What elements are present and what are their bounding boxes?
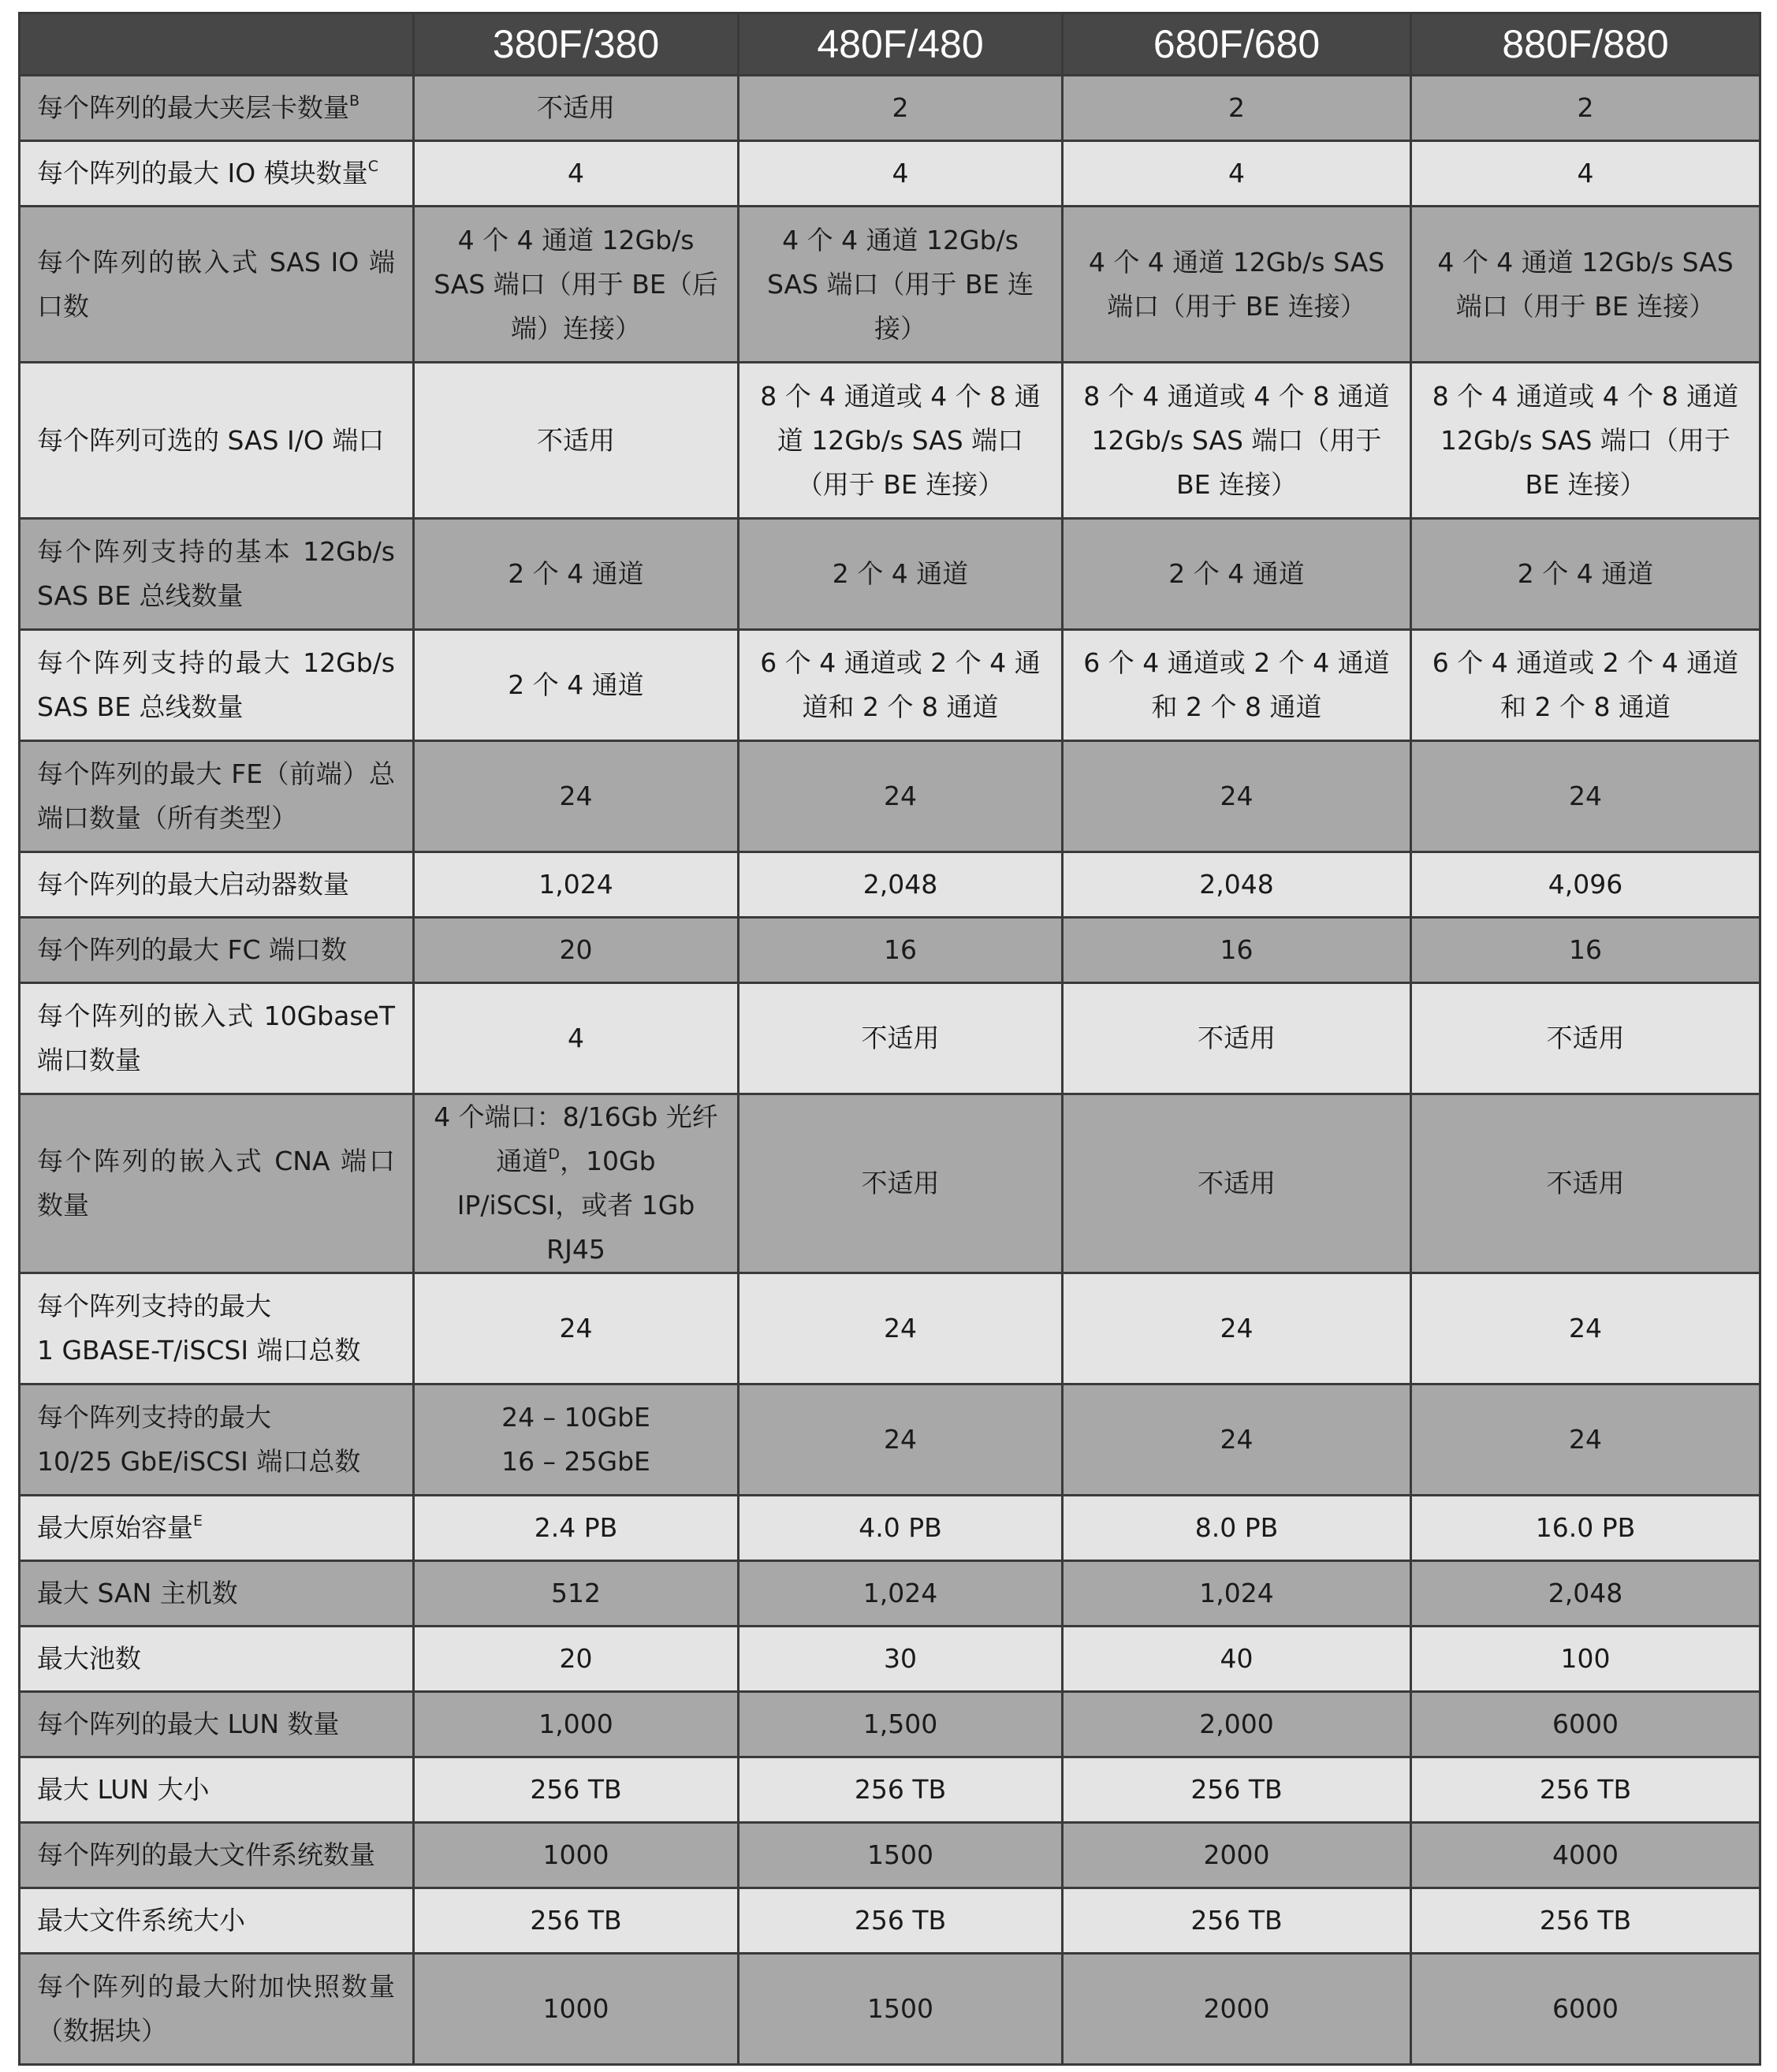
table-row xyxy=(20,1888,1760,1954)
value-cell xyxy=(414,741,739,852)
cell-value: 4,096 xyxy=(1548,869,1623,900)
cell-value: 1500 xyxy=(867,1839,933,1870)
row-label: 每个阵列支持的最大 xyxy=(37,1291,271,1321)
cell-value: 24 xyxy=(1220,1313,1254,1343)
cell-value: 2,048 xyxy=(1199,869,1274,900)
cell-value: 24 xyxy=(1569,1313,1602,1343)
value-cell xyxy=(1411,519,1760,630)
cell-value: 24 xyxy=(1220,781,1254,811)
value-cell xyxy=(739,1094,1063,1273)
cell-value: 1,024 xyxy=(862,1578,938,1608)
value-cell xyxy=(1411,1888,1760,1954)
value-cell xyxy=(1411,1273,1760,1384)
value-cell xyxy=(414,1757,739,1823)
table-row xyxy=(20,1561,1760,1627)
cell-value: 2 xyxy=(1577,92,1594,123)
value-cell xyxy=(414,1888,739,1954)
cell-value: 4 xyxy=(568,158,584,188)
cell-value: 4.0 PB xyxy=(859,1512,942,1543)
cell-value: 4 xyxy=(1228,158,1245,188)
value-cell xyxy=(739,1561,1063,1627)
value-cell xyxy=(739,630,1063,741)
value-cell xyxy=(739,1692,1063,1757)
value-cell xyxy=(1411,1496,1760,1561)
cell-value: 1,024 xyxy=(1199,1578,1274,1608)
header-cell-corner xyxy=(20,13,414,76)
row-label-line2: 1 GBASE-T/iSCSI 端口总数 xyxy=(37,1335,361,1366)
cell-value: 4 个 4 通道 12Gb/s SAS 端口（用于 BE 连接） xyxy=(1437,246,1734,322)
table-row xyxy=(20,207,1760,363)
row-label: 每个阵列的最大 LUN 数量 xyxy=(37,1709,340,1739)
row-label-cell xyxy=(20,519,414,630)
value-cell xyxy=(739,1496,1063,1561)
cell-value: 8 个 4 通道或 4 个 8 通道 12Gb/s SAS 端口（用于 BE 连接） xyxy=(1432,380,1739,500)
value-cell xyxy=(414,519,739,630)
cell-value: 4 个 4 通道 12Gb/s SAS 端口（用于 BE 连接） xyxy=(766,224,1034,344)
row-label: 最大池数 xyxy=(37,1643,141,1674)
value-cell xyxy=(1063,1384,1411,1496)
value-cell xyxy=(414,852,739,918)
value-cell xyxy=(1411,141,1760,207)
value-cell xyxy=(1411,1692,1760,1757)
row-label-cell xyxy=(20,141,414,207)
cell-value: 不适用 xyxy=(861,1168,940,1198)
value-cell xyxy=(1411,363,1760,519)
cell-value: 不适用 xyxy=(1546,1023,1625,1053)
cell-value: 6 个 4 通道或 2 个 4 通道和 2 个 8 通道 xyxy=(760,647,1041,722)
value-cell xyxy=(414,630,739,741)
row-label: 每个阵列支持的最大 12Gb/s SAS BE 总线数量 xyxy=(37,647,395,722)
row-label-cell xyxy=(20,1094,414,1273)
cell-value: 256 TB xyxy=(854,1905,947,1936)
row-label: 每个阵列的最大 FE（前端）总端口数量（所有类型） xyxy=(37,758,395,833)
row-label: 最大 LUN 大小 xyxy=(37,1774,210,1805)
value-cell xyxy=(739,1384,1063,1496)
cell-value-tail: ，10Gb IP/iSCSI，或者 1Gb RJ45 xyxy=(456,1146,695,1265)
row-label: 最大 SAN 主机数 xyxy=(37,1578,238,1608)
value-cell xyxy=(739,1273,1063,1384)
cell-value: 2.4 PB xyxy=(534,1512,618,1543)
cell-value: 16 xyxy=(884,934,917,965)
header-row xyxy=(20,13,1760,76)
row-label-cell xyxy=(20,363,414,519)
value-cell xyxy=(1063,1561,1411,1627)
value-cell xyxy=(1411,983,1760,1094)
value-cell xyxy=(414,76,739,141)
value-cell xyxy=(1063,1954,1411,2065)
row-label-cell xyxy=(20,1496,414,1561)
cell-value: 20 xyxy=(559,1643,593,1674)
value-cell xyxy=(1063,1757,1411,1823)
value-cell xyxy=(739,76,1063,141)
value-cell xyxy=(414,918,739,983)
cell-value-line2: 16 – 25GbE xyxy=(501,1446,650,1477)
row-label-cell xyxy=(20,983,414,1094)
cell-value: 24 xyxy=(884,1313,917,1343)
value-cell xyxy=(1411,207,1760,363)
row-label: 每个阵列的最大 IO 模块数量 xyxy=(37,158,368,188)
cell-value: 30 xyxy=(884,1643,917,1674)
value-cell xyxy=(1063,918,1411,983)
row-label: 每个阵列支持的基本 12Gb/s SAS BE 总线数量 xyxy=(37,536,395,611)
row-label-cell xyxy=(20,1273,414,1384)
value-cell xyxy=(739,207,1063,363)
value-cell xyxy=(1063,363,1411,519)
row-label-cell xyxy=(20,630,414,741)
value-cell xyxy=(739,363,1063,519)
cell-value: 256 TB xyxy=(1539,1905,1632,1936)
cell-value: 256 TB xyxy=(854,1774,947,1805)
value-cell xyxy=(1063,76,1411,141)
cell-value: 24 xyxy=(559,1313,593,1343)
row-label-cell xyxy=(20,1692,414,1757)
cell-value: 20 xyxy=(559,934,593,965)
value-cell xyxy=(1063,1692,1411,1757)
table-header xyxy=(20,13,1760,76)
cell-value: 4000 xyxy=(1552,1839,1619,1870)
cell-value: 不适用 xyxy=(861,1023,940,1053)
row-label-cell xyxy=(20,1823,414,1888)
cell-value: 8 个 4 通道或 4 个 8 通道 12Gb/s SAS 端口（用于 BE 连接） xyxy=(760,380,1041,500)
cell-value: 4 个 4 通道 12Gb/s SAS 端口（用于 BE 连接） xyxy=(1088,246,1385,322)
value-cell xyxy=(414,141,739,207)
header-cell-380: 380F/380 xyxy=(414,13,739,76)
cell-value: 8 个 4 通道或 4 个 8 通道 12Gb/s SAS 端口（用于 BE 连接） xyxy=(1083,380,1390,500)
value-cell xyxy=(1063,1496,1411,1561)
cell-value: 4 个 4 通道 12Gb/s SAS 端口（用于 BE（后端）连接） xyxy=(434,224,718,344)
value-cell xyxy=(739,1627,1063,1692)
header-cell-880: 880F/880 xyxy=(1411,13,1760,76)
value-cell xyxy=(739,1757,1063,1823)
cell-value: 256 TB xyxy=(530,1905,622,1936)
value-cell xyxy=(1411,76,1760,141)
table-body xyxy=(20,76,1760,2065)
cell-value: 不适用 xyxy=(1198,1168,1276,1198)
value-cell xyxy=(739,1888,1063,1954)
value-cell xyxy=(1063,1888,1411,1954)
cell-value: 256 TB xyxy=(530,1774,622,1805)
cell-value: 24 – 10GbE xyxy=(501,1402,650,1433)
cell-value: 16 xyxy=(1220,934,1254,965)
table-row xyxy=(20,1692,1760,1757)
cell-value: 24 xyxy=(1220,1424,1254,1455)
value-cell xyxy=(414,1094,739,1273)
row-label-cell xyxy=(20,1561,414,1627)
table-row xyxy=(20,1757,1760,1823)
value-cell xyxy=(1411,630,1760,741)
cell-value: 2 个 4 通道 xyxy=(508,669,644,700)
row-label: 每个阵列的最大夹层卡数量 xyxy=(37,92,349,123)
value-cell xyxy=(1411,1823,1760,1888)
value-cell xyxy=(1063,1273,1411,1384)
row-label-cell xyxy=(20,852,414,918)
value-cell xyxy=(1063,1094,1411,1273)
value-cell xyxy=(1063,1627,1411,1692)
table-row xyxy=(20,918,1760,983)
value-cell xyxy=(414,1561,739,1627)
footnote-marker: D xyxy=(548,1146,561,1163)
row-label: 每个阵列的嵌入式 CNA 端口数量 xyxy=(37,1146,395,1220)
cell-value: 8.0 PB xyxy=(1194,1512,1279,1543)
cell-value: 6 个 4 通道或 2 个 4 通道和 2 个 8 通道 xyxy=(1432,647,1739,722)
value-cell xyxy=(1411,1384,1760,1496)
cell-value: 2,048 xyxy=(862,869,938,900)
footnote-marker: C xyxy=(367,158,378,175)
cell-value: 1,000 xyxy=(538,1709,613,1739)
footnote-marker: E xyxy=(193,1512,203,1530)
row-label-cell xyxy=(20,1384,414,1496)
cell-value: 24 xyxy=(1569,1424,1602,1455)
table-row xyxy=(20,363,1760,519)
value-cell xyxy=(414,1273,739,1384)
cell-value: 1000 xyxy=(542,1839,609,1870)
value-cell xyxy=(739,1823,1063,1888)
cell-value: 100 xyxy=(1560,1643,1611,1674)
cell-value: 2,048 xyxy=(1548,1578,1623,1608)
value-cell xyxy=(1411,1094,1760,1273)
row-label: 每个阵列的嵌入式 SAS IO 端口数 xyxy=(37,246,395,322)
cell-value: 16 xyxy=(1569,934,1602,965)
value-cell xyxy=(414,363,739,519)
cell-value: 40 xyxy=(1220,1643,1254,1674)
cell-value: 不适用 xyxy=(537,424,615,456)
table-row xyxy=(20,1627,1760,1692)
table-row xyxy=(20,519,1760,630)
value-cell xyxy=(1063,630,1411,741)
cell-value: 256 TB xyxy=(1190,1905,1283,1936)
cell-value: 不适用 xyxy=(1198,1023,1276,1053)
cell-value: 24 xyxy=(1569,781,1602,811)
cell-value: 2 个 4 通道 xyxy=(1168,558,1305,589)
cell-value: 4 xyxy=(892,158,909,188)
value-cell xyxy=(1411,1757,1760,1823)
value-cell xyxy=(414,1954,739,2065)
row-label-cell xyxy=(20,1627,414,1692)
cell-value: 不适用 xyxy=(1546,1168,1625,1198)
table-row xyxy=(20,1273,1760,1384)
row-label-cell xyxy=(20,1954,414,2065)
row-label-line2: 10/25 GbE/iSCSI 端口总数 xyxy=(37,1446,361,1477)
cell-value: 1000 xyxy=(542,1993,609,2024)
value-cell xyxy=(414,207,739,363)
table-row xyxy=(20,1823,1760,1888)
value-cell xyxy=(1411,852,1760,918)
cell-value: 1,500 xyxy=(862,1709,938,1739)
cell-value: 2000 xyxy=(1203,1993,1270,2024)
row-label-cell xyxy=(20,207,414,363)
cell-value: 6000 xyxy=(1552,1709,1619,1739)
cell-value: 24 xyxy=(559,781,593,811)
row-label-cell xyxy=(20,741,414,852)
cell-value: 24 xyxy=(884,781,917,811)
value-cell xyxy=(1411,1561,1760,1627)
value-cell xyxy=(739,141,1063,207)
row-label-cell xyxy=(20,1888,414,1954)
value-cell xyxy=(1411,1954,1760,2065)
cell-value: 2 xyxy=(1228,92,1245,123)
cell-value: 16.0 PB xyxy=(1535,1512,1636,1543)
value-cell xyxy=(414,1823,739,1888)
row-label: 每个阵列的最大附加快照数量（数据块） xyxy=(37,1971,395,2046)
row-label: 每个阵列的最大文件系统数量 xyxy=(37,1839,375,1870)
table-row xyxy=(20,630,1760,741)
value-cell xyxy=(739,918,1063,983)
value-cell xyxy=(739,1954,1063,2065)
value-cell xyxy=(1063,741,1411,852)
cell-value: 2 个 4 通道 xyxy=(1517,558,1654,589)
value-cell xyxy=(1063,141,1411,207)
cell-value: 4 个端口：8/16Gb 光纤通道 xyxy=(434,1101,718,1176)
cell-value: 1500 xyxy=(867,1993,933,2024)
value-cell xyxy=(1063,519,1411,630)
table-row xyxy=(20,741,1760,852)
value-cell xyxy=(414,1627,739,1692)
cell-value: 2 xyxy=(892,92,909,123)
cell-value: 6 个 4 通道或 2 个 4 通道和 2 个 8 通道 xyxy=(1083,647,1390,722)
cell-value: 2 个 4 通道 xyxy=(832,558,969,589)
table-row xyxy=(20,983,1760,1094)
value-cell xyxy=(1063,983,1411,1094)
row-label: 每个阵列支持的最大 xyxy=(37,1402,271,1433)
value-cell xyxy=(414,1692,739,1757)
cell-value: 256 TB xyxy=(1190,1774,1283,1805)
value-cell xyxy=(1411,741,1760,852)
row-label: 最大原始容量 xyxy=(37,1512,193,1543)
row-label: 每个阵列的最大 FC 端口数 xyxy=(37,934,348,965)
value-cell xyxy=(739,741,1063,852)
row-label-cell xyxy=(20,76,414,141)
footnote-marker: B xyxy=(349,92,360,110)
cell-value: 1,024 xyxy=(538,869,613,900)
cell-value: 2 个 4 通道 xyxy=(508,558,644,589)
row-label: 每个阵列的嵌入式 10GbaseT 端口数量 xyxy=(37,1001,395,1075)
value-cell xyxy=(1411,1627,1760,1692)
cell-value: 6000 xyxy=(1552,1993,1619,2024)
cell-value: 24 xyxy=(884,1424,917,1455)
table-row xyxy=(20,1094,1760,1273)
value-cell xyxy=(1411,918,1760,983)
value-cell xyxy=(739,852,1063,918)
value-cell xyxy=(414,1384,739,1496)
row-label: 每个阵列的最大启动器数量 xyxy=(37,869,349,900)
row-label: 每个阵列可选的 SAS I/O 端口 xyxy=(37,424,385,456)
value-cell xyxy=(739,519,1063,630)
value-cell xyxy=(1063,852,1411,918)
cell-value: 2000 xyxy=(1203,1839,1270,1870)
header-cell-480: 480F/480 xyxy=(739,13,1063,76)
cell-value: 4 xyxy=(1577,158,1594,188)
spec-table xyxy=(18,12,1761,2066)
row-label-cell xyxy=(20,918,414,983)
header-cell-680: 680F/680 xyxy=(1063,13,1411,76)
row-label-cell xyxy=(20,1757,414,1823)
value-cell xyxy=(414,983,739,1094)
value-cell xyxy=(1063,207,1411,363)
row-label: 最大文件系统大小 xyxy=(37,1905,245,1936)
cell-value: 2,000 xyxy=(1199,1709,1274,1739)
cell-value: 256 TB xyxy=(1539,1774,1632,1805)
table-row xyxy=(20,1384,1760,1496)
table-row xyxy=(20,141,1760,207)
table-row xyxy=(20,1954,1760,2065)
value-cell xyxy=(414,1496,739,1561)
table-row xyxy=(20,1496,1760,1561)
cell-value: 512 xyxy=(551,1578,601,1608)
value-cell xyxy=(739,983,1063,1094)
value-cell xyxy=(1063,1823,1411,1888)
cell-value: 4 xyxy=(568,1023,584,1053)
table-row xyxy=(20,76,1760,141)
cell-value: 不适用 xyxy=(537,92,615,123)
table-row xyxy=(20,852,1760,918)
